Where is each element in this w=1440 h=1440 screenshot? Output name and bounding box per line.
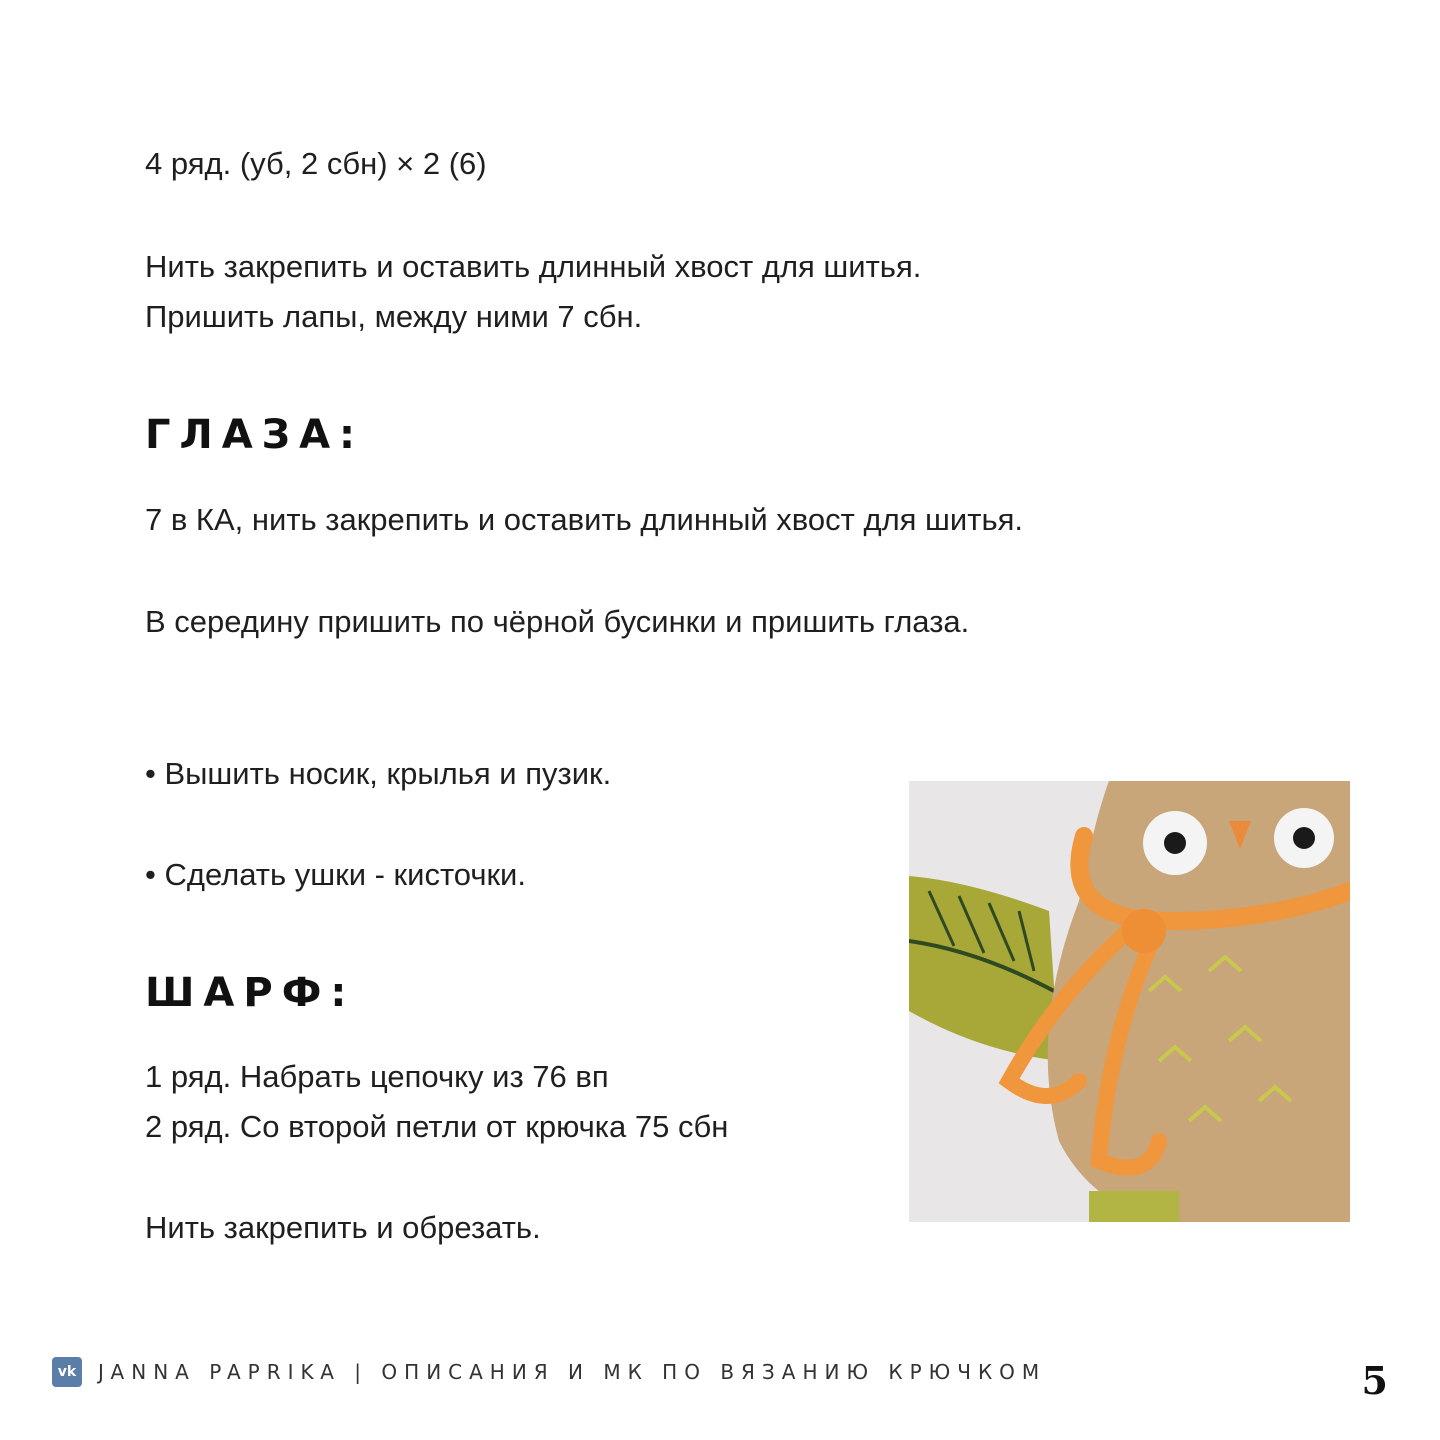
bullet-embroider: • Вышить носик, крылья и пузик. (145, 756, 612, 791)
eyes-instruction-1: 7 в КА, нить закрепить и оставить длинный хвост для шитья. (145, 502, 1023, 537)
finish-instruction-1: Нить закрепить и оставить длинный хвост для шитья. (145, 249, 922, 284)
row-4-instruction: 4 ряд. (уб, 2 сбн) × 2 (6) (145, 146, 487, 181)
scarf-row-1: 1 ряд. Набрать цепочку из 76 вп (145, 1059, 609, 1094)
footer-brand-text: JANNA PAPRIKA | ОПИСАНИЯ И МК ПО ВЯЗАНИЮ КРЮЧКОМ (98, 1360, 1047, 1384)
footer-brand (52, 1355, 1046, 1389)
vk-logo-icon[interactable] (52, 1357, 82, 1387)
page-number: 5 (1361, 1358, 1388, 1403)
owl-illustration (909, 781, 1350, 1222)
finish-instruction-2: Пришить лапы, между ними 7 сбн. (145, 299, 643, 334)
eyes-heading: ГЛАЗА: (145, 412, 365, 458)
owl-toy-photo (909, 781, 1350, 1222)
eyes-instruction-2: В середину пришить по чёрной бусинки и пришить глаза. (145, 604, 970, 639)
scarf-heading: ШАРФ: (145, 970, 356, 1016)
bullet-ears: • Сделать ушки - кисточки. (145, 857, 526, 892)
scarf-finish: Нить закрепить и обрезать. (145, 1210, 541, 1245)
vk-logo-glyph: vk (57, 1364, 77, 1380)
scarf-row-2: 2 ряд. Со второй петли от крючка 75 сбн (145, 1109, 729, 1144)
